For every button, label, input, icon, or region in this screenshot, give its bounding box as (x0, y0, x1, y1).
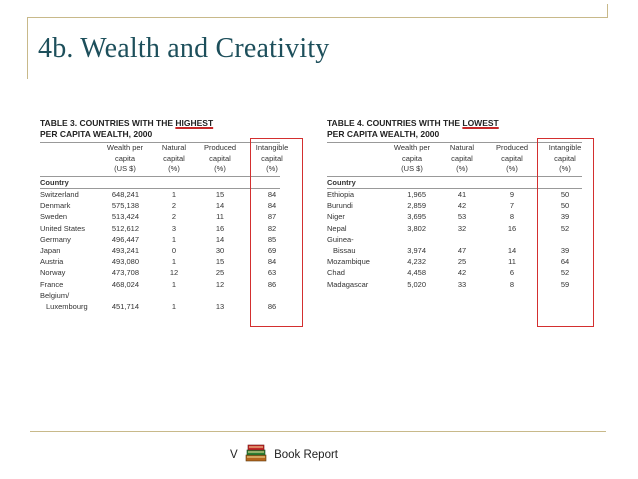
cell-produced: 15 (215, 257, 225, 267)
cell-produced: 15 (215, 190, 225, 199)
cell-country: Germany (40, 234, 71, 244)
cell-country: Chad (327, 268, 345, 278)
cell-intangible: 86 (267, 279, 277, 289)
header-line: capita (114, 153, 135, 163)
cell-natural: 12 (169, 268, 179, 278)
table3-title (40, 118, 213, 129)
cell-intangible: 50 (560, 190, 570, 199)
table3-header-rule (40, 176, 280, 177)
cell-natural: 2 (171, 212, 177, 222)
cell-wealth: 4,458 (407, 268, 426, 278)
cell-country: Guinea- (327, 234, 354, 244)
cell-wealth: 5,020 (407, 279, 426, 289)
frame-right-rule (607, 4, 608, 18)
header-line: (US $) (114, 164, 136, 173)
cell-intangible: 50 (560, 201, 570, 211)
header-line: Wealth per (106, 143, 144, 152)
header-line: Natural (161, 143, 187, 152)
cell-produced: 25 (215, 268, 225, 278)
cell-country: Ethiopia (327, 190, 355, 199)
books-icon (243, 441, 269, 463)
cell-wealth: 648,241 (111, 190, 139, 199)
table4-header-natural (440, 143, 484, 175)
cell-produced: 12 (215, 279, 225, 289)
cell-country: Niger (327, 212, 345, 222)
header-line: (%) (559, 164, 571, 173)
header-line: Produced (495, 143, 529, 152)
header-line: capital (501, 153, 523, 163)
header-line: capita (401, 153, 422, 163)
table3-country-label: Country (40, 178, 69, 187)
cell-produced: 11 (216, 212, 224, 222)
cell-produced: 16 (215, 223, 225, 233)
header-line: capital (209, 153, 231, 163)
cell-country: Switzerland (40, 190, 79, 199)
cell-natural: 33 (457, 279, 467, 289)
cell-country: Nepal (327, 223, 347, 233)
cell-produced: 9 (509, 190, 515, 199)
cell-intangible: 84 (267, 257, 277, 267)
header-line: Intangible (255, 143, 289, 152)
table3-country-rule (40, 188, 280, 189)
cell-natural: 2 (171, 201, 177, 211)
cell-intangible: 52 (560, 223, 570, 233)
cell-wealth: 4,232 (407, 257, 426, 267)
table4-title-highlight: LOWEST (462, 118, 499, 128)
cell-intangible: 84 (267, 190, 277, 199)
table4-country-label: Country (327, 178, 356, 187)
cell-intangible: 39 (560, 246, 570, 255)
cell-produced: 13 (215, 302, 225, 311)
cell-country: Denmark (40, 201, 71, 211)
table3-title-line2: PER CAPITA WEALTH, 2000 (40, 129, 153, 139)
cell-intangible: 87 (267, 212, 277, 222)
header-line: Natural (449, 143, 475, 152)
cell-produced: 14 (215, 234, 225, 244)
slide-title: 4b. Wealth and Creativity (38, 33, 330, 64)
cell-natural: 1 (171, 302, 177, 311)
cell-intangible: 69 (267, 246, 277, 255)
cell-wealth: 451,714 (111, 302, 139, 311)
cell-wealth: 575,138 (111, 201, 139, 211)
cell-country: Bissau (333, 246, 356, 255)
header-line: capital (451, 153, 473, 163)
table3-header-natural (152, 143, 196, 175)
table3-intangible-highlight-box (250, 138, 303, 327)
cell-intangible: 59 (560, 279, 570, 289)
header-line: Produced (203, 143, 237, 152)
frame-bottom-rule (30, 431, 606, 432)
table3-title-highlight: HIGHEST (175, 118, 214, 128)
cell-wealth: 493,241 (111, 246, 139, 255)
cell-wealth: 493,080 (111, 257, 139, 267)
table3-title-prefix: TABLE 3. COUNTRIES WITH THE (40, 118, 176, 128)
cell-wealth: 468,024 (111, 279, 139, 289)
cell-natural: 42 (457, 201, 467, 211)
cell-wealth: 1,965 (407, 190, 426, 199)
cell-intangible: 64 (560, 257, 570, 267)
footer-prefix: V (230, 449, 238, 462)
cell-natural: 47 (457, 246, 467, 255)
cell-produced: 14 (507, 246, 517, 255)
cell-produced: 8 (509, 212, 515, 222)
cell-natural: 53 (457, 212, 467, 222)
cell-country: France (40, 279, 64, 289)
cell-wealth: 496,447 (111, 234, 139, 244)
header-line: (US $) (401, 164, 423, 173)
cell-natural: 25 (457, 257, 467, 267)
header-line: capital (163, 153, 185, 163)
cell-natural: 3 (171, 223, 177, 233)
cell-country: Burundi (327, 201, 353, 211)
cell-wealth: 513,424 (111, 212, 139, 222)
cell-wealth: 512,612 (111, 223, 139, 233)
cell-natural: 42 (457, 268, 467, 278)
header-line: Intangible (548, 143, 582, 152)
cell-natural: 1 (171, 279, 177, 289)
frame-left-rule (27, 17, 28, 79)
cell-intangible: 39 (560, 212, 570, 222)
cell-natural: 1 (171, 190, 177, 199)
cell-country: Norway (40, 268, 66, 278)
cell-natural: 1 (171, 234, 177, 244)
table4-title-prefix: TABLE 4. COUNTRIES WITH THE (327, 118, 463, 128)
cell-wealth: 3,802 (407, 223, 426, 233)
cell-intangible: 84 (267, 201, 277, 211)
header-line: capital (261, 153, 283, 163)
cell-intangible: 82 (267, 223, 277, 233)
cell-intangible: 52 (560, 268, 570, 278)
cell-produced: 11 (508, 257, 516, 267)
cell-wealth: 3,974 (407, 246, 426, 255)
cell-country: Austria (40, 257, 64, 267)
footer (230, 447, 338, 463)
table3-header-produced (198, 143, 242, 175)
cell-natural: 32 (457, 223, 467, 233)
header-line: capital (554, 153, 576, 163)
header-line: Wealth per (393, 143, 431, 152)
cell-country: Mozambique (327, 257, 370, 267)
cell-wealth: 473,708 (111, 268, 139, 278)
cell-wealth: 3,695 (407, 212, 426, 222)
table3-header-wealth (95, 143, 155, 175)
cell-country: Japan (40, 246, 61, 255)
cell-country: Sweden (40, 212, 68, 222)
cell-country: Belgium/ (40, 290, 70, 300)
header-line: (%) (214, 164, 226, 173)
cell-country: United States (40, 223, 86, 233)
frame-top-rule (27, 17, 608, 18)
cell-natural: 0 (171, 246, 177, 255)
table4-title (327, 118, 499, 129)
table4-intangible-highlight-box (537, 138, 594, 327)
footer-text: Book Report (274, 449, 339, 462)
table4-header-wealth (382, 143, 442, 175)
header-line: (%) (456, 164, 468, 173)
cell-produced: 6 (509, 268, 515, 278)
header-line: (%) (168, 164, 180, 173)
cell-wealth: 2,859 (407, 201, 426, 211)
cell-country: Luxembourg (46, 302, 88, 311)
cell-intangible: 85 (267, 234, 277, 244)
cell-intangible: 86 (267, 302, 277, 311)
cell-intangible: 63 (267, 268, 277, 278)
cell-produced: 30 (215, 246, 225, 255)
cell-produced: 16 (507, 223, 517, 233)
cell-country: Madagascar (327, 279, 369, 289)
cell-produced: 14 (215, 201, 225, 211)
table4-header-produced (490, 143, 534, 175)
cell-natural: 41 (457, 190, 467, 199)
table4-title-line2: PER CAPITA WEALTH, 2000 (327, 129, 440, 139)
header-line: (%) (266, 164, 278, 173)
cell-natural: 1 (171, 257, 177, 267)
cell-produced: 7 (509, 201, 515, 211)
header-line: (%) (506, 164, 518, 173)
cell-produced: 8 (509, 279, 515, 289)
